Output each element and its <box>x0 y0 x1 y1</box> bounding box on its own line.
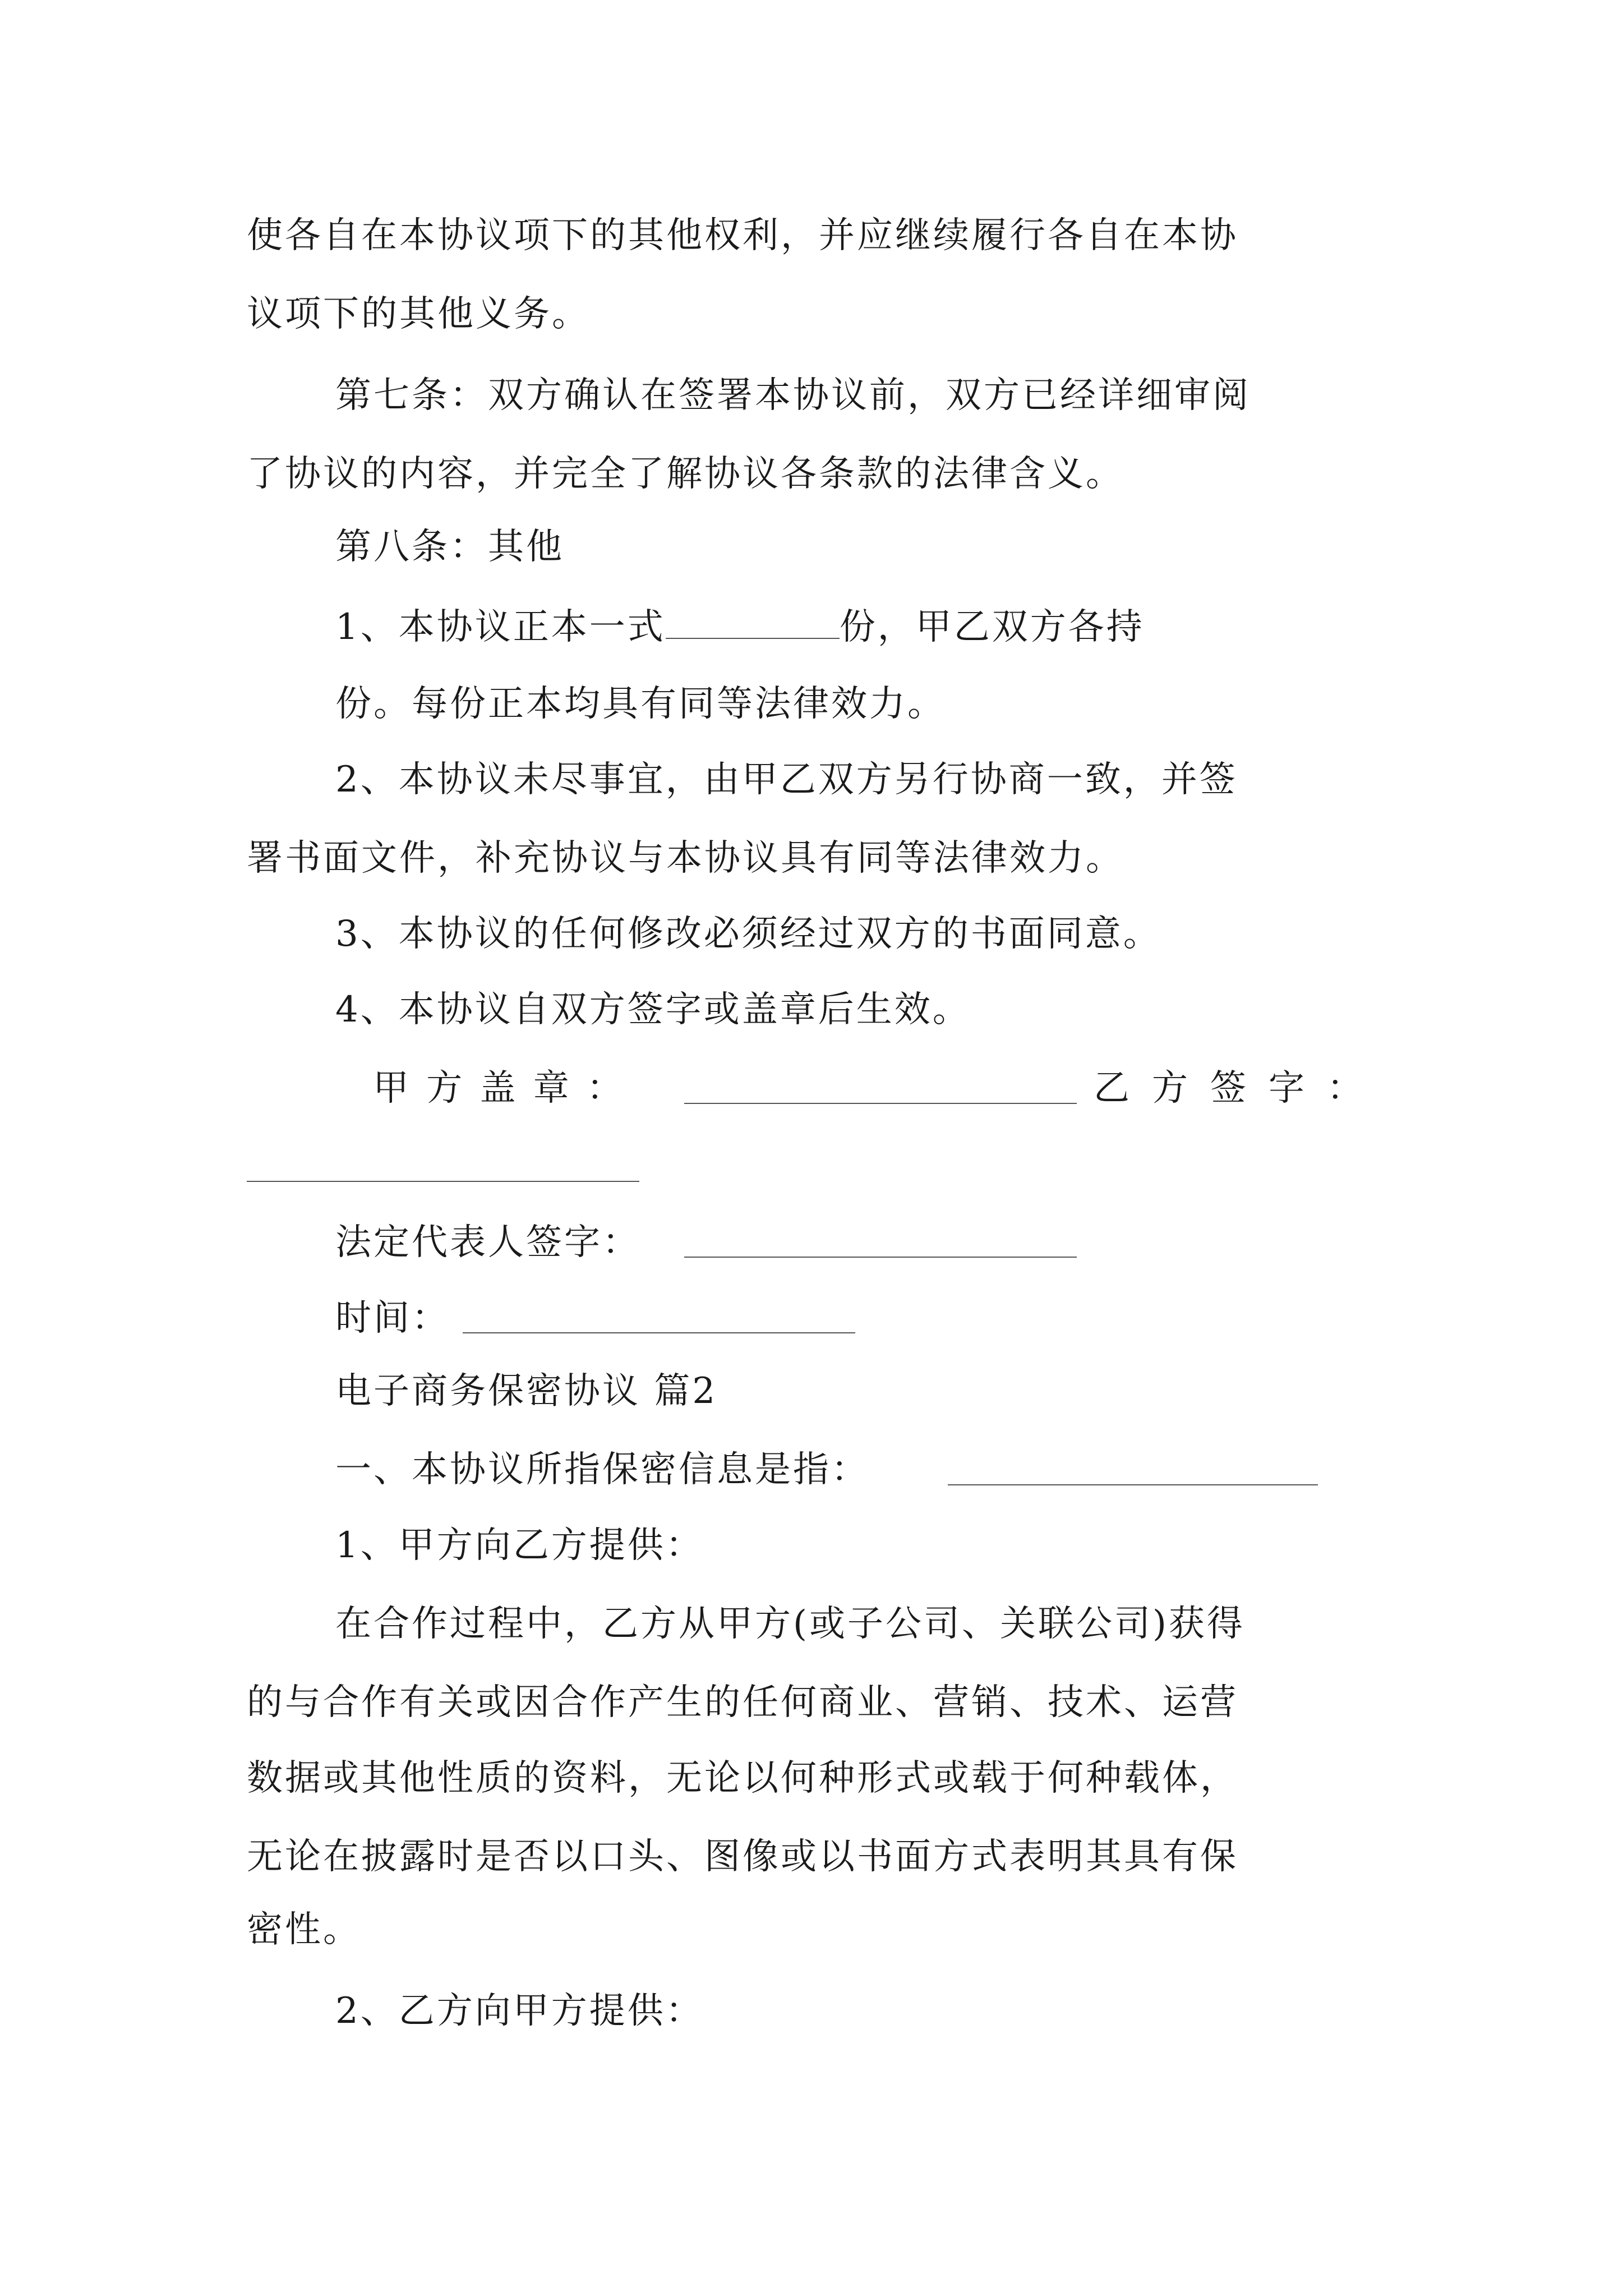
section-2-paragraph-line: 的与合作有关或因合作产生的任何商业、营销、技术、运营 <box>247 1682 1238 1723</box>
section-2-paragraph-line: 密性。 <box>247 1909 361 1950</box>
section-2-paragraph-line: 无论在披露时是否以口头、图像或以书面方式表明其具有保 <box>247 1836 1238 1878</box>
item-2-line: 2、本协议未尽事宜，由甲乙双方另行协商一致，并签 <box>335 759 1238 800</box>
copies-blank <box>666 603 840 639</box>
party-b-sign-label <box>1094 1066 1363 1111</box>
section-2-item-1: 1、甲方向乙方提供： <box>335 1525 704 1566</box>
item-1-suffix: 份，甲乙双方各持 <box>839 606 1145 648</box>
char: ： <box>1327 1068 1363 1109</box>
item-1-line <box>335 603 1145 650</box>
section-2-title: 电子商务保密协议 篇2 <box>335 1370 718 1412</box>
party-b-sign-blank <box>247 1181 639 1182</box>
item-2-line: 署书面文件，补充协议与本协议具有同等法律效力。 <box>247 838 1124 879</box>
article-7-line: 第七条：双方确认在签署本协议前，双方已经详细审阅 <box>335 375 1251 416</box>
item-4-line: 4、本协议自双方签字或盖章后生效。 <box>335 989 971 1030</box>
article-7-line: 了协议的内容，并完全了解协议各条款的法律含义。 <box>247 453 1124 495</box>
char: 盖 <box>479 1068 516 1109</box>
confidential-info-blank <box>948 1484 1318 1485</box>
char: 乙 <box>1094 1068 1129 1109</box>
item-1-line-2: 份。每份正本均具有同等法律效力。 <box>335 683 946 725</box>
char: 章 <box>533 1068 569 1109</box>
party-a-seal-blank <box>684 1103 1077 1104</box>
time-blank <box>463 1332 855 1333</box>
section-2-paragraph-line: 数据或其他性质的资料，无论以何种形式或载于何种载体， <box>247 1757 1238 1799</box>
section-2-item-2: 2、乙方向甲方提供： <box>335 1990 704 2032</box>
legal-rep-sign-blank <box>684 1257 1077 1258</box>
paragraph-line: 使各自在本协议项下的其他权利，并应继续履行各自在本协 <box>247 215 1238 256</box>
item-1-prefix: 1、本协议正本一式 <box>335 606 666 648</box>
char: 方 <box>1152 1068 1188 1109</box>
article-8-title: 第八条：其他 <box>335 526 564 568</box>
char: 字 <box>1269 1068 1304 1109</box>
char: 甲 <box>373 1068 409 1109</box>
paragraph-line: 议项下的其他义务。 <box>247 293 590 335</box>
party-a-seal-label <box>373 1066 623 1111</box>
section-2-clause-1: 一、本协议所指保密信息是指： <box>335 1449 869 1490</box>
char: 签 <box>1210 1068 1246 1109</box>
section-2-paragraph-line: 在合作过程中，乙方从甲方(或子公司、关联公司)获得 <box>335 1603 1245 1645</box>
char: 方 <box>426 1068 463 1109</box>
legal-rep-sign-label: 法定代表人签字： <box>335 1222 640 1263</box>
item-3-line: 3、本协议的任何修改必须经过双方的书面同意。 <box>335 913 1161 955</box>
time-label: 时间： <box>335 1297 450 1339</box>
char: ： <box>587 1068 623 1109</box>
